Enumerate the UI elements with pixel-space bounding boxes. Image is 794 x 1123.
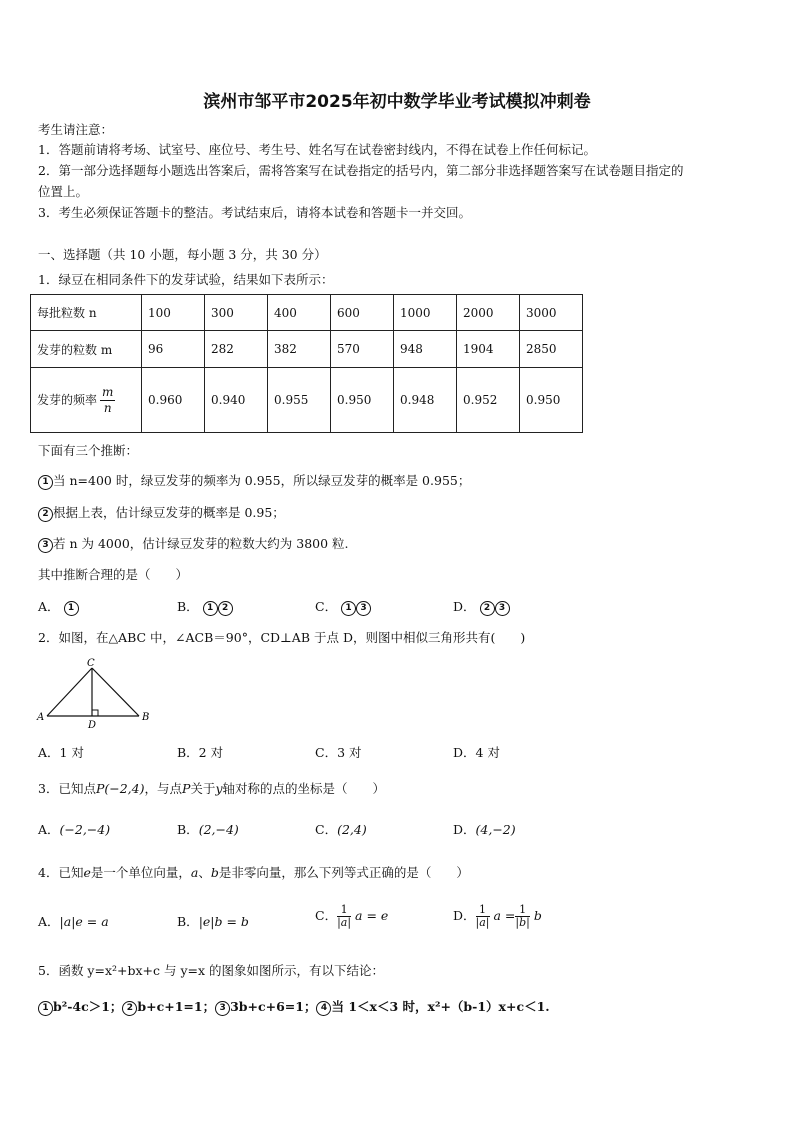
- circled-1-icon: 1: [203, 601, 218, 616]
- fraction-numerator: m: [102, 384, 114, 399]
- cell: 100: [142, 295, 205, 331]
- notice-item-2-cont: 位置上。: [38, 184, 89, 199]
- label-c: C: [87, 658, 95, 669]
- circled-1-icon: 1: [38, 475, 53, 490]
- q4-option-b[interactable]: [177, 912, 249, 930]
- cell: 1000: [394, 295, 457, 331]
- circled-3-icon: 3: [495, 601, 510, 616]
- q1-option-a[interactable]: [38, 597, 79, 616]
- option-value: (4,−2): [475, 822, 516, 837]
- cell: 570: [331, 331, 394, 368]
- q3-option-b[interactable]: [177, 820, 239, 838]
- stem-text: 3．已知点: [38, 781, 96, 796]
- label-d: D: [88, 720, 97, 730]
- cell: 2850: [520, 331, 583, 368]
- var-y: y: [215, 781, 223, 796]
- conclusion-text: b²-4c＞1；: [53, 999, 123, 1014]
- option-letter: D．: [453, 599, 476, 614]
- circled-2-icon: 2: [38, 507, 53, 522]
- stem-text: 4．已知: [38, 865, 84, 880]
- table-row: [31, 295, 583, 331]
- q5-stem: 5．函数 y=x²+bx+c 与 y=x 的图象如图所示，有以下结论：: [38, 963, 385, 978]
- circled-3-icon: 3: [215, 1001, 230, 1016]
- freq-label-text: 发芽的频率: [37, 392, 98, 407]
- q2-option-c[interactable]: C．3 对: [315, 745, 362, 760]
- vector-e: e: [83, 865, 91, 880]
- q3-stem: [38, 779, 385, 797]
- vector-a: a: [190, 865, 199, 880]
- cell: 600: [331, 295, 394, 331]
- notice-item-3: 3．考生必须保证答题卡的整洁。考试结束后，请将本试卷和答题卡一并交回。: [38, 205, 471, 220]
- q1-statement-3: [38, 534, 349, 553]
- cell: 0.950: [520, 368, 583, 433]
- option-letter: B．: [177, 599, 199, 614]
- stem-text: ，与点: [144, 781, 182, 796]
- statement-text: 当 n=400 时，绿豆发芽的频率为 0.955，所以绿豆发芽的概率是 0.955；: [53, 473, 471, 488]
- q3-option-a[interactable]: [38, 820, 110, 838]
- table-row: [31, 368, 583, 433]
- stem-text: 是一个单位向量，: [90, 865, 191, 880]
- option-letter: C．: [315, 822, 338, 837]
- label-a: A: [37, 712, 45, 723]
- circled-3-icon: 3: [356, 601, 371, 616]
- row-label-freq: [31, 368, 142, 433]
- option-letter: B．: [177, 914, 199, 929]
- circled-2-icon: 2: [218, 601, 233, 616]
- option-letter: B．: [177, 822, 199, 837]
- q1-option-d[interactable]: [453, 597, 510, 616]
- cell: 1904: [457, 331, 520, 368]
- notice-item-2: 2．第一部分选择题每小题选出答案后，需将答案写在试卷指定的括号内，第二部分非选择题答案写在试卷题目指定的: [38, 163, 684, 178]
- cell: 300: [205, 295, 268, 331]
- q2-option-d[interactable]: D．4 对: [453, 745, 500, 760]
- option-expression: = e: [366, 908, 389, 923]
- conclusion-text: b+c+1=1；: [137, 999, 216, 1014]
- option-expression: |e|b = b: [198, 914, 249, 929]
- conclusion-text: 3b+c+6=1；: [230, 999, 317, 1014]
- circled-3-icon: 3: [38, 538, 53, 553]
- option-value: (2,4): [337, 822, 367, 837]
- option-letter: C．: [315, 599, 338, 614]
- q1-option-c[interactable]: [315, 597, 371, 616]
- section-heading: 一、选择题（共 10 小题，每小题 3 分，共 30 分）: [38, 247, 327, 262]
- circled-2-icon: 2: [480, 601, 495, 616]
- point-p: P(−2,4): [95, 781, 145, 796]
- q4-option-d[interactable]: D． $\frac{1}{|a|}$ a = $\frac{1}{|b|}$ b: [453, 903, 542, 929]
- triangle-figure: [32, 654, 162, 730]
- cell: 282: [205, 331, 268, 368]
- q1-intro: 下面有三个推断：: [38, 443, 139, 458]
- notice-item-1: 1．答题前请将考场、试室号、座位号、考生号、姓名写在试卷密封线内，不得在试卷上作任何标记。: [38, 142, 596, 157]
- conclusion-text: 当 1＜x＜3 时，x²+（b-1）x+c＜1.: [331, 999, 550, 1014]
- notice-heading: 考生请注意：: [38, 122, 114, 137]
- circled-2-icon: 2: [122, 1001, 137, 1016]
- cell: 3000: [520, 295, 583, 331]
- option-letter: A．: [38, 914, 60, 929]
- cell: 96: [142, 331, 205, 368]
- cell: 0.950: [331, 368, 394, 433]
- circled-1-icon: 1: [64, 601, 79, 616]
- cell: 0.955: [268, 368, 331, 433]
- option-letter: C．: [315, 908, 338, 923]
- q1-ask: 其中推断合理的是（ ）: [38, 567, 189, 582]
- cell: 0.952: [457, 368, 520, 433]
- stem-text: 是非零向量，那么下列等式正确的是（ ）: [218, 865, 469, 880]
- fraction-1-over-abs-a: $\frac{1}{|a|}$: [337, 903, 352, 929]
- option-expression: |a|e = a: [59, 914, 109, 929]
- statement-text: 根据上表，估计绿豆发芽的概率是 0.95；: [53, 505, 285, 520]
- circled-1-icon: 1: [341, 601, 356, 616]
- q1-statement-2: [38, 503, 285, 522]
- table-row: [31, 331, 583, 368]
- row-label-n: 每批粒数 n: [31, 295, 142, 331]
- option-value: (2,−4): [198, 822, 239, 837]
- option-value: (−2,−4): [59, 822, 111, 837]
- fraction-1-over-abs-b: $\frac{1}{|b|}$: [515, 903, 530, 929]
- germination-table: [30, 294, 583, 433]
- cell: 0.948: [394, 368, 457, 433]
- vector-b: b: [210, 865, 219, 880]
- var-p: P: [182, 781, 191, 796]
- m-over-n-fraction: [100, 385, 115, 416]
- statement-text: 若 n 为 4000，估计绿豆发芽的粒数大约为 3800 粒.: [53, 536, 349, 551]
- q5-conclusions: [38, 997, 550, 1016]
- cell: 382: [268, 331, 331, 368]
- row-label-m: 发芽的粒数 m: [31, 331, 142, 368]
- q1-statement-1: [38, 471, 470, 490]
- option-expression: =: [504, 908, 516, 923]
- label-b: B: [142, 712, 150, 723]
- cell: 0.940: [205, 368, 268, 433]
- q1-stem: 1．绿豆在相同条件下的发芽试验，结果如下表所示：: [38, 272, 334, 287]
- page-title: 滨州市邹平市2025年初中数学毕业考试模拟冲刺卷: [203, 92, 591, 112]
- option-letter: A．: [38, 599, 60, 614]
- q4-option-c[interactable]: C． $\frac{1}{|a|}$ a = e: [315, 903, 389, 929]
- fraction-denominator: n: [103, 400, 112, 415]
- option-letter: A．: [38, 822, 60, 837]
- circled-4-icon: 4: [316, 1001, 331, 1016]
- stem-text: 轴对称的点的坐标是（ ）: [222, 781, 386, 796]
- q4-stem: 4．已知e是一个单位向量，a、b是非零向量，那么下列等式正确的是（ ）: [38, 865, 469, 880]
- option-letter: D．: [453, 822, 476, 837]
- q1-option-b[interactable]: [177, 597, 233, 616]
- cell: 948: [394, 331, 457, 368]
- q2-option-a[interactable]: A．1 对: [38, 745, 84, 760]
- cell: 2000: [457, 295, 520, 331]
- circled-1-icon: 1: [38, 1001, 53, 1016]
- stem-text: 关于: [190, 781, 216, 796]
- option-letter: D．: [453, 908, 476, 923]
- q3-option-d[interactable]: [453, 820, 516, 838]
- cell: 0.960: [142, 368, 205, 433]
- fraction-1-over-abs-a: $\frac{1}{|a|}$: [475, 903, 490, 929]
- q3-option-c[interactable]: [315, 820, 367, 838]
- q2-option-b[interactable]: B．2 对: [177, 745, 224, 760]
- cell: 400: [268, 295, 331, 331]
- q2-stem: 2．如图，在△ABC 中，∠ACB＝90°，CD⊥AB 于点 D，则图中相似三角形共有( ): [38, 630, 526, 645]
- q4-option-a[interactable]: [38, 912, 109, 930]
